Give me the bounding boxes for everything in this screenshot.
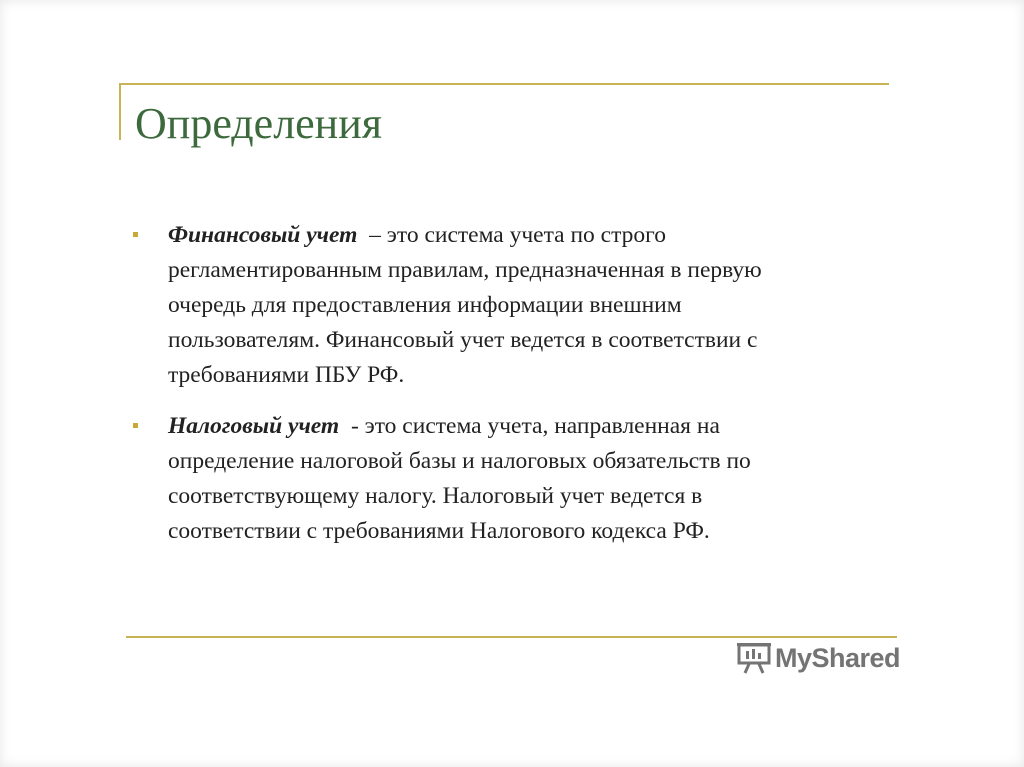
top-divider	[119, 83, 889, 85]
slide-title: Определения	[135, 99, 383, 148]
term-label: Финансовый учет	[168, 222, 358, 248]
term-definition: – это система учета по строго регламентированным правилам, предназначенная в первую очередь для предоставления информации внешним пользователям. Финансовый учет ведется в соответствии с требованиями ПБУ РФ.	[168, 222, 768, 388]
term-label: Налоговый учет	[168, 413, 340, 439]
bottom-divider	[126, 636, 897, 638]
slide-body	[133, 218, 833, 565]
bullet-tax-accounting	[133, 409, 833, 549]
bullet-marker	[133, 423, 138, 428]
myshared-logo[interactable]	[737, 639, 900, 677]
term-definition: - это система учета, направленная на определение налоговой базы и налоговых обязательств по соответствующему налогу. Налоговый учет ведется в соответствии с требованиями Налогового кодекса РФ.	[168, 413, 757, 544]
presentation-board-icon	[737, 642, 771, 674]
watermark-label: MyShared	[775, 642, 901, 673]
bullet-marker	[133, 232, 138, 237]
bullet-financial-accounting	[133, 218, 833, 393]
title-accent-bar	[119, 83, 121, 140]
